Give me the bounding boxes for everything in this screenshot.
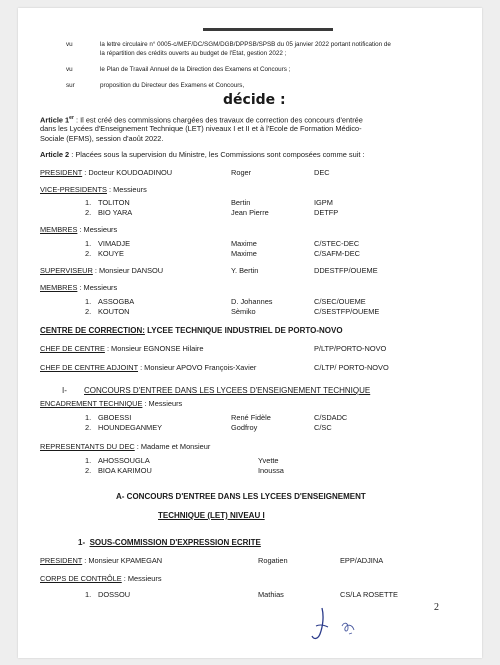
list-item-name: KOUYE: [98, 249, 124, 258]
chef-adjoint-name: : Monsieur APOVO François-Xavier: [138, 363, 257, 372]
vice-presidents-heading: [40, 185, 147, 195]
superviseur-label: SUPERVISEUR: [40, 266, 93, 275]
centre-label: CENTRE DE CORRECTION:: [40, 326, 145, 335]
superviseur-org: DDESTFP/OUEME: [314, 266, 378, 275]
encadrement-suffix: : Messieurs: [142, 399, 183, 408]
membres-heading: [40, 225, 117, 235]
list-item-first: Sèmiko: [231, 307, 256, 316]
membres-label: MEMBRES: [40, 283, 78, 292]
visa-line: le Plan de Travail Annuel de la Direction des Examens et Concours ;: [100, 66, 291, 73]
representants-label: REPRESENTANTS DU DEC: [40, 442, 135, 451]
chef-centre-name: : Monsieur EGNONSE Hilaire: [104, 344, 204, 353]
chef-adjoint-line: [40, 363, 256, 373]
list-item-name: BIOA KARIMOU: [98, 466, 152, 475]
list-item-name: AHOSSOUGLA: [98, 456, 150, 465]
representants-heading: [40, 442, 210, 452]
article-1-sup: er: [69, 115, 74, 121]
list-item-name: KOUTON: [98, 307, 130, 316]
signature-mark: [308, 606, 378, 642]
president-label: PRESIDENT: [40, 168, 83, 177]
article-1-text: : Il est créé des commissions chargées des travaux de correction des concours d'entrée: [73, 115, 363, 125]
sub-commission-num: 1-: [78, 538, 86, 547]
section-a-line2: TECHNIQUE (LET) NIVEAU I: [158, 511, 265, 520]
chef-centre-label: CHEF DE CENTRE: [40, 344, 105, 353]
list-item-num: 2.: [85, 423, 92, 432]
list-item-name: BIO YARA: [98, 208, 133, 217]
superviseur-name: : Monsieur DANSOU: [92, 266, 164, 275]
corps-suffix: : Messieurs: [121, 574, 162, 583]
list-item-first: René Fidèle: [231, 413, 271, 422]
list-item-org: C/SDADC: [314, 413, 348, 422]
article-2-label: Article 2: [40, 150, 70, 159]
page-number: 2: [434, 602, 439, 613]
list-item-num: 1.: [85, 198, 92, 207]
list-item-name: DOSSOU: [98, 590, 131, 599]
encadrement-label: ENCADREMENT TECHNIQUE: [40, 399, 143, 408]
list-item-name: VIMADJE: [98, 239, 131, 248]
visa-prefix: vu: [66, 66, 73, 73]
membres-suffix: : Messieurs: [77, 225, 118, 234]
list-item-org: C/SESTFP/OUEME: [314, 307, 380, 316]
list-item-num: 1.: [85, 590, 92, 599]
decide-heading: décide :: [223, 92, 286, 108]
article-2: [40, 150, 365, 160]
list-item-num: 1.: [85, 413, 92, 422]
list-item-first: Yvette: [258, 456, 279, 465]
centre-name: LYCEE TECHNIQUE INDUSTRIEL DE PORTO-NOVO: [144, 326, 343, 335]
visa-prefix: vu: [66, 41, 73, 48]
sub-president-line: [40, 556, 162, 566]
list-item-first: D. Johannes: [231, 297, 273, 306]
sub-president-name: : Monsieur KPAMEGAN: [84, 556, 163, 565]
list-item-first: Inoussa: [258, 466, 284, 475]
centre-correction: [40, 326, 343, 335]
list-item-first: Bertin: [231, 198, 251, 207]
list-item-org: IGPM: [314, 198, 333, 207]
visa-line: la répartition des crédits ouverts au budget de l'Etat, gestion 2022 ;: [100, 50, 287, 57]
article-1-label: Article 1: [40, 115, 70, 125]
list-item-org: C/STEC-DEC: [314, 239, 360, 248]
list-item-org: CS/LA ROSETTE: [340, 590, 398, 599]
article-1-line: dans les Lycées d'Enseignement Technique (LET) niveaux I et II et à l'Ecole de Formation Médico-: [40, 124, 362, 133]
sub-president-org: EPP/ADJINA: [340, 556, 384, 565]
list-item-num: 2.: [85, 249, 92, 258]
superviseur-first: Y. Bertin: [231, 266, 259, 275]
membres-suffix: : Messieurs: [77, 283, 118, 292]
chef-adjoint-org: C/LTP/ PORTO-NOVO: [314, 363, 389, 372]
list-item-org: DETFP: [314, 208, 339, 217]
chef-centre-org: P/LTP/PORTO-NOVO: [314, 344, 387, 353]
list-item-num: 1.: [85, 456, 92, 465]
list-item-org: C/SEC/OUEME: [314, 297, 366, 306]
sub-commission-heading: [78, 538, 261, 547]
list-item-first: Maxime: [231, 249, 257, 258]
article-1-line: Sociale (EFMS), session d'août 2022.: [40, 134, 164, 143]
list-item-first: Jean Pierre: [231, 208, 269, 217]
list-item-name: HOUNDEGANMEY: [98, 423, 163, 432]
list-item-first: Maxime: [231, 239, 257, 248]
list-item-name: ASSOGBA: [98, 297, 135, 306]
list-item-org: C/SC: [314, 423, 332, 432]
page-top-bar: [203, 28, 333, 31]
article-2-text: : Placées sous la supervision du Ministre, les Commissions sont composées comme suit :: [69, 150, 365, 159]
document-page: [18, 8, 482, 658]
list-item-num: 2.: [85, 466, 92, 475]
president-name: : Docteur KOUDOADINOU: [84, 168, 173, 177]
sub-president-first: Rogatien: [258, 556, 288, 565]
president-line: [40, 168, 172, 178]
superviseur-line: [40, 266, 163, 276]
corps-heading: [40, 574, 162, 584]
list-item-first: Godfroy: [231, 423, 258, 432]
list-item-num: 1.: [85, 297, 92, 306]
list-item-num: 1.: [85, 239, 92, 248]
section-a-line1: A- CONCOURS D'ENTREE DANS LES LYCEES D'ENSEIGNEMENT: [116, 492, 366, 501]
list-item-num: 2.: [85, 307, 92, 316]
corps-label: CORPS DE CONTRÔLE: [40, 574, 122, 583]
representants-suffix: : Madame et Monsieur: [134, 442, 211, 451]
chef-adjoint-label: CHEF DE CENTRE ADJOINT: [40, 363, 139, 372]
section-1-title: CONCOURS D'ENTREE DANS LES LYCEES D'ENSEIGNEMENT TECHNIQUE: [84, 386, 371, 395]
vice-presidents-suffix: : Messieurs: [106, 185, 147, 194]
list-item-name: GBOESSI: [98, 413, 132, 422]
list-item-name: TOLITON: [98, 198, 130, 207]
section-1-num: I-: [62, 386, 67, 395]
sub-president-label: PRESIDENT: [40, 556, 83, 565]
membres-heading: [40, 283, 117, 293]
list-item-org: C/SAFM-DEC: [314, 249, 360, 258]
chef-centre-line: [40, 344, 203, 354]
list-item-num: 2.: [85, 208, 92, 217]
visa-prefix: sur: [66, 82, 75, 89]
visa-line: proposition du Directeur des Examens et Concours,: [100, 82, 245, 89]
encadrement-heading: [40, 399, 182, 409]
list-item-first: Mathias: [258, 590, 284, 599]
visa-line: la lettre circulaire n° 0005-c/MEF/DC/SGM/DGB/DPPSB/SPSB du 05 janvier 2022 portant notification de: [100, 41, 391, 48]
president-first: Roger: [231, 168, 252, 177]
president-org: DEC: [314, 168, 330, 177]
vice-presidents-label: VICE-PRESIDENTS: [40, 185, 107, 194]
membres-label: MEMBRES: [40, 225, 78, 234]
sub-commission-title: SOUS-COMMISSION D'EXPRESSION ECRITE: [89, 538, 261, 547]
